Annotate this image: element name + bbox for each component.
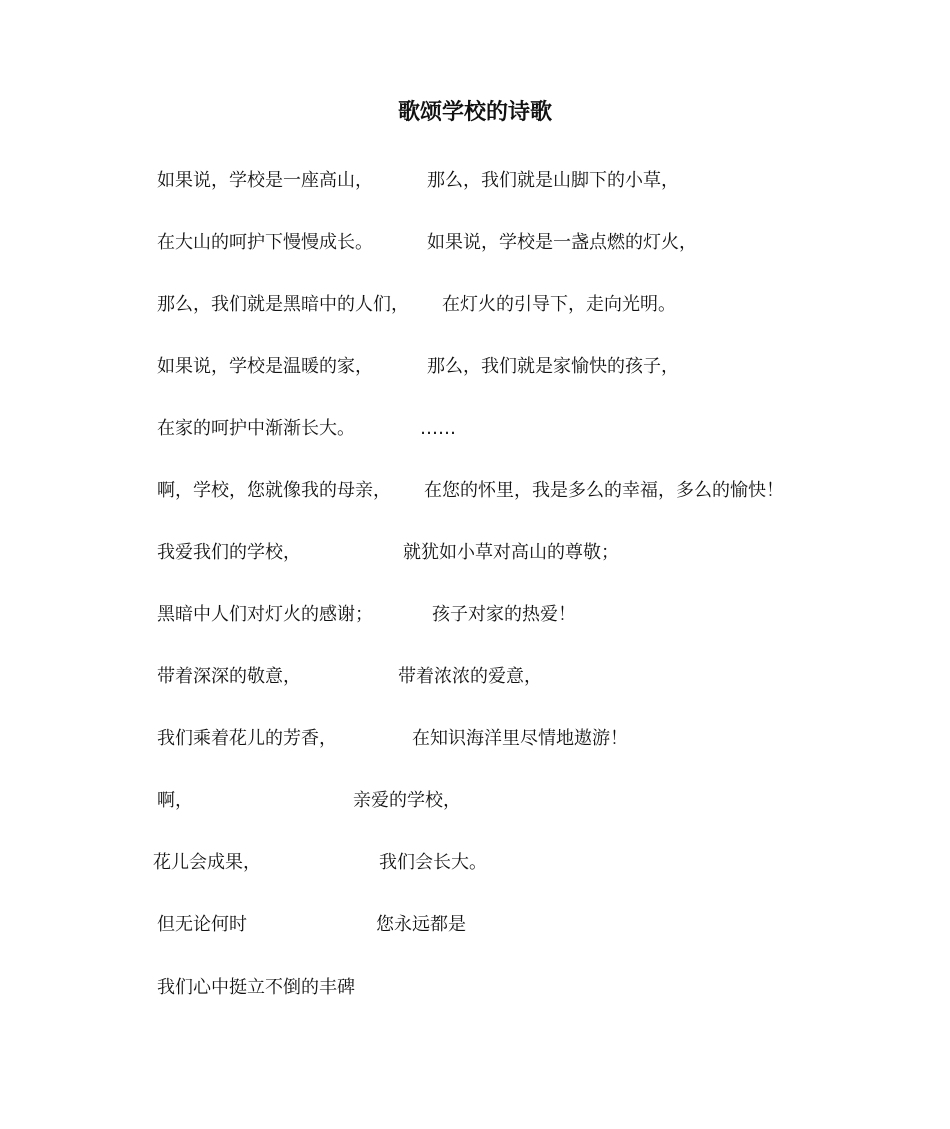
poem-line-part-2: 在您的怀里，我是多么的幸福，多么的愉快！ xyxy=(424,480,784,501)
poem-line-part-1: 那么，我们就是黑暗中的人们， xyxy=(157,294,409,315)
poem-line-part-1: 带着深深的敬意， xyxy=(157,666,301,687)
poem-title: 歌颂学校的诗歌 xyxy=(397,100,552,125)
poem-line-part-2: 我们会长大。 xyxy=(379,852,487,873)
poem-line-part-1: 花儿会成果， xyxy=(153,852,261,873)
poem-line-part-1: 在家的呵护中渐渐长大。 xyxy=(157,418,355,439)
poem-line-part-1: 我们乘着花儿的芳香， xyxy=(157,728,337,749)
poem-line-part-2: 那么，我们就是山脚下的小草， xyxy=(427,170,679,191)
poem-line-part-2: 您永远都是 xyxy=(376,914,466,935)
poem-line-ellipsis: …… xyxy=(420,418,456,439)
poem-line-part-1: 我爱我们的学校， xyxy=(157,542,301,563)
poem-line-part-2: 那么，我们就是家愉快的孩子， xyxy=(427,356,679,377)
poem-line-part-2: 孩子对家的热爱！ xyxy=(432,604,576,625)
poem-line-part-1: 啊， xyxy=(157,790,193,811)
poem-line-part-2: 在灯火的引导下，走向光明。 xyxy=(442,294,676,315)
poem-line-part-1: 但无论何时 xyxy=(157,914,247,935)
poem-line-part-2: 在知识海洋里尽情地遨游！ xyxy=(412,728,628,749)
poem-line-part-1: 黑暗中人们对灯火的感谢； xyxy=(157,604,373,625)
poem-line-part-1: 如果说，学校是温暖的家， xyxy=(157,356,373,377)
poem-line-part-1: 啊，学校，您就像我的母亲， xyxy=(157,480,391,501)
poem-line-part-2: 亲爱的学校， xyxy=(353,790,461,811)
poem-line-part-2: 带着浓浓的爱意， xyxy=(398,666,542,687)
poem-line-part-1: 我们心中挺立不倒的丰碑 xyxy=(157,977,355,998)
poem-line-part-1: 如果说，学校是一座高山， xyxy=(157,170,373,191)
poem-line-part-1: 在大山的呵护下慢慢成长。 xyxy=(157,232,373,253)
poem-line-part-2: 就犹如小草对高山的尊敬； xyxy=(403,542,619,563)
poem-line-part-2: 如果说，学校是一盏点燃的灯火， xyxy=(427,232,697,253)
